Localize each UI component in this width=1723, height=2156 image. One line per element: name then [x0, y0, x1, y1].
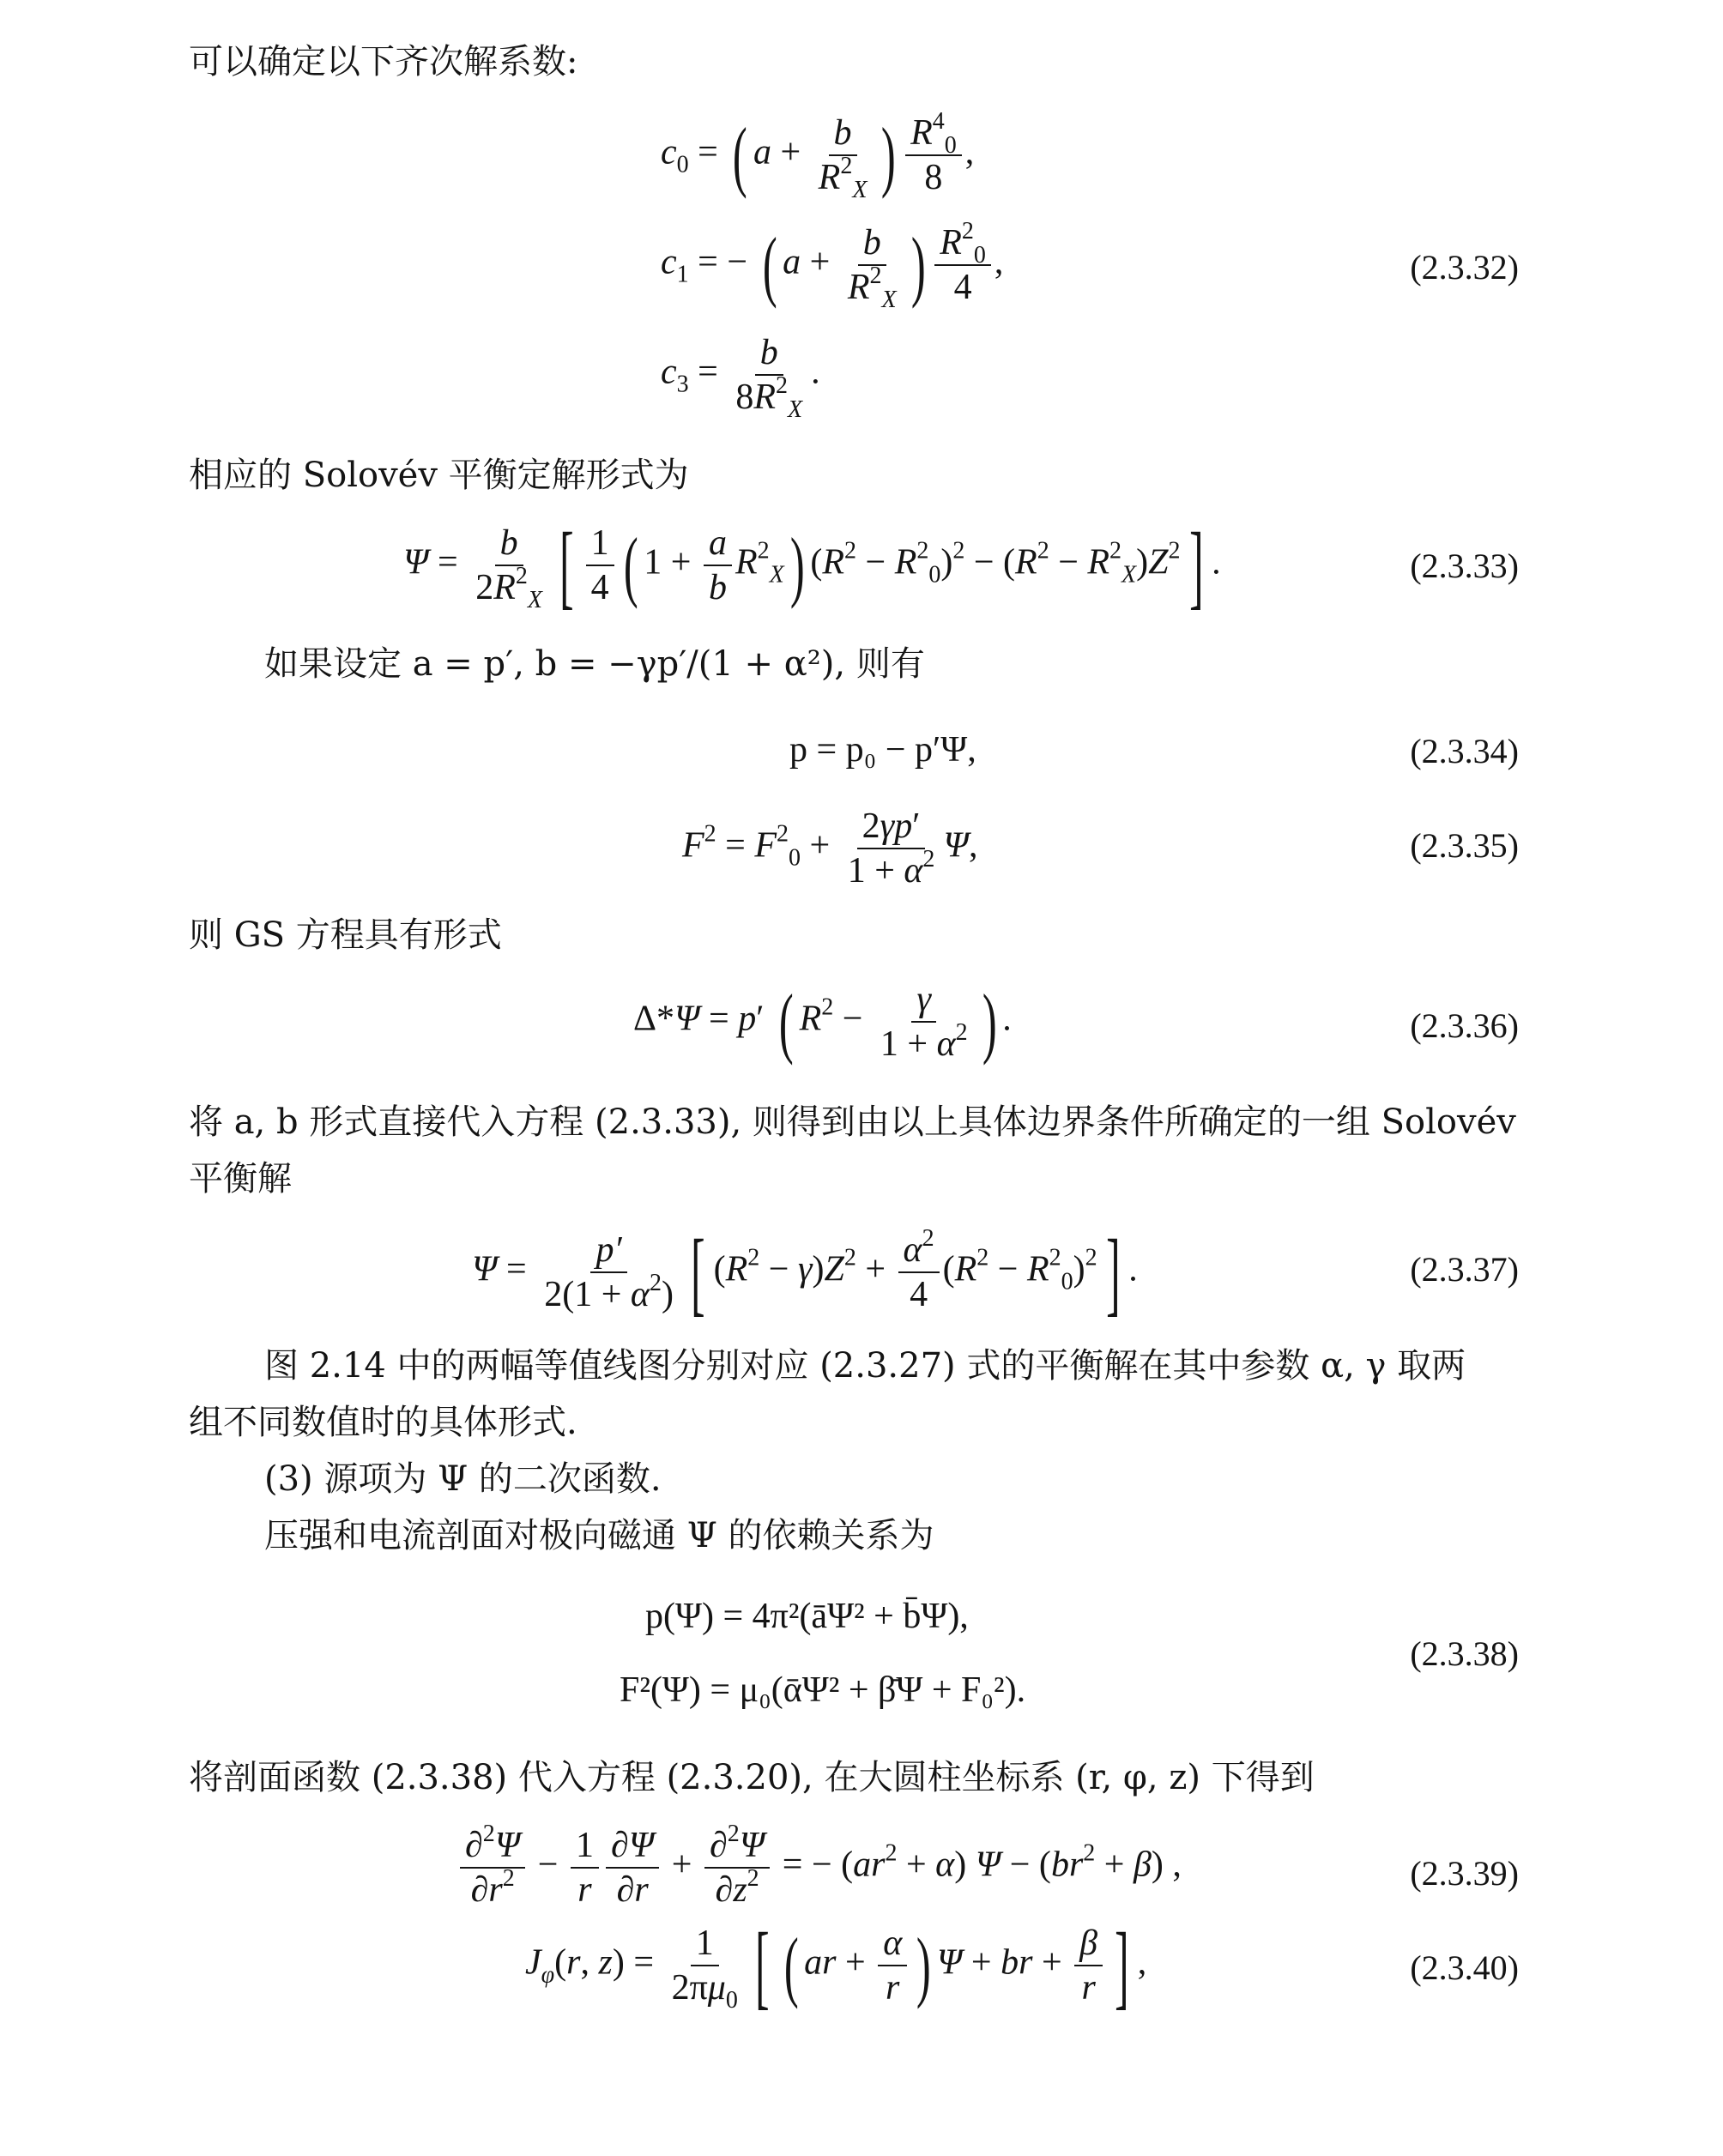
paragraph-substitute-line1: 将 a, b 形式直接代入方程 (2.3.33), 则得到由以上具体边界条件所确定的一组 Solovév	[189, 1102, 1516, 1142]
equation-number: (2.3.39)	[1410, 1854, 1519, 1893]
paragraph-case3: (3) 源项为 Ψ 的二次函数.	[264, 1459, 662, 1499]
equation-number: (2.3.36)	[1410, 1006, 1519, 1045]
equation-c1: $c_1$ = − ( a + $\frac{b}{R^2_X}$ ) $\frac{R^2_0}{4}$ ,	[661, 218, 1004, 313]
paragraph-figure-line2: 组不同数值时的具体形式.	[189, 1403, 577, 1442]
equation-number: (2.3.40)	[1410, 1948, 1519, 1987]
equation-current-density: $J_\varphi(r$, z) = $\frac{1}{2\pi\mu_0}$ [ ( ar + $\frac{\alpha}{r}$ ) Ψ + br + $\frac{\beta}{r}$ ] ,	[525, 1913, 1147, 2018]
equation-current-profile: F²(Ψ) = μ₀(ᾱΨ² + β̄Ψ + F₀²).	[620, 1670, 1026, 1710]
equation-F-squared: $F^2 = F^2_0$ + $\frac{2\gamma p'}{1 + \alpha^2}$ Ψ,	[682, 806, 978, 891]
equation-psi-solution: Ψ = $\frac{p'}{2(1 + \alpha^2)}$ [ $(R^2 - \gamma)Z^2$ + $\frac{\alpha^2}{4}$ $(R^2 - R^2_0)^2$] .	[472, 1220, 1138, 1325]
paragraph-solovev-form: 相应的 Solovév 平衡定解形式为	[189, 456, 689, 495]
equation-number: (2.3.34)	[1410, 732, 1519, 770]
paragraph-substitute-line2: 平衡解	[189, 1159, 292, 1199]
equation-pressure-profile: p(Ψ) = 4π²(āΨ² + b̄Ψ),	[645, 1597, 969, 1636]
equation-pressure-linear: p = p₀ − p′Ψ,	[789, 730, 976, 770]
equation-c3: $c_3$ = $\frac{b}{8R^2_X}$ .	[661, 333, 820, 423]
equation-number: (2.3.32)	[1410, 248, 1519, 287]
paragraph-intro: 可以确定以下齐次解系数:	[189, 42, 578, 82]
paragraph-figure-line1: 图 2.14 中的两幅等值线图分别对应 (2.3.27) 式的平衡解在其中参数 α, γ 取两	[264, 1346, 1466, 1386]
equation-number: (2.3.33)	[1410, 547, 1519, 585]
equation-c0: $c_0$ = ( a + $\frac{b}{R^2_X}$ ) $\frac{R^4_0}{8}$ ,	[661, 108, 975, 203]
paragraph-gs-form: 则 GS 方程具有形式	[189, 915, 502, 955]
equation-gs-operator: Δ*Ψ = p′ ( $R^2$ − $\frac{\gamma}{1 + \alpha^2}$ ) .	[633, 978, 1012, 1066]
equation-number: (2.3.37)	[1410, 1250, 1519, 1289]
equation-number: (2.3.38)	[1410, 1634, 1519, 1673]
paragraph-substitute-profiles: 将剖面函数 (2.3.38) 代入方程 (2.3.20), 在大圆柱坐标系 (r, φ, z) 下得到	[189, 1758, 1315, 1797]
equation-pde-cylindrical: $\frac{\partial^2\Psi}{\partial r^2}$ − $\frac{1}{r}$ $\frac{\partial\Psi}{\partial r}$ + $\frac{\partial^2\Psi}{\partial z^2}$ = − $(ar^2 + \alpha) \Psi - (br^2 + \beta)$ ,	[456, 1824, 1182, 1911]
paragraph-setting-ab: 如果设定 a = p′, b = −γp′/(1 + α²), 则有	[264, 644, 925, 684]
equation-psi-solovev: Ψ = $\frac{b}{2R^2_X}$ [ $\frac{1}{4}$ ( 1 + $\frac{a}{b}$ $R^2_X$) $(R^2 - R^2_0)^2 - (R^2 - R^2_X)Z^2$] .	[403, 513, 1221, 618]
equation-number: (2.3.35)	[1410, 826, 1519, 865]
paragraph-profile-dependence: 压强和电流剖面对极向磁通 Ψ 的依赖关系为	[264, 1516, 934, 1555]
